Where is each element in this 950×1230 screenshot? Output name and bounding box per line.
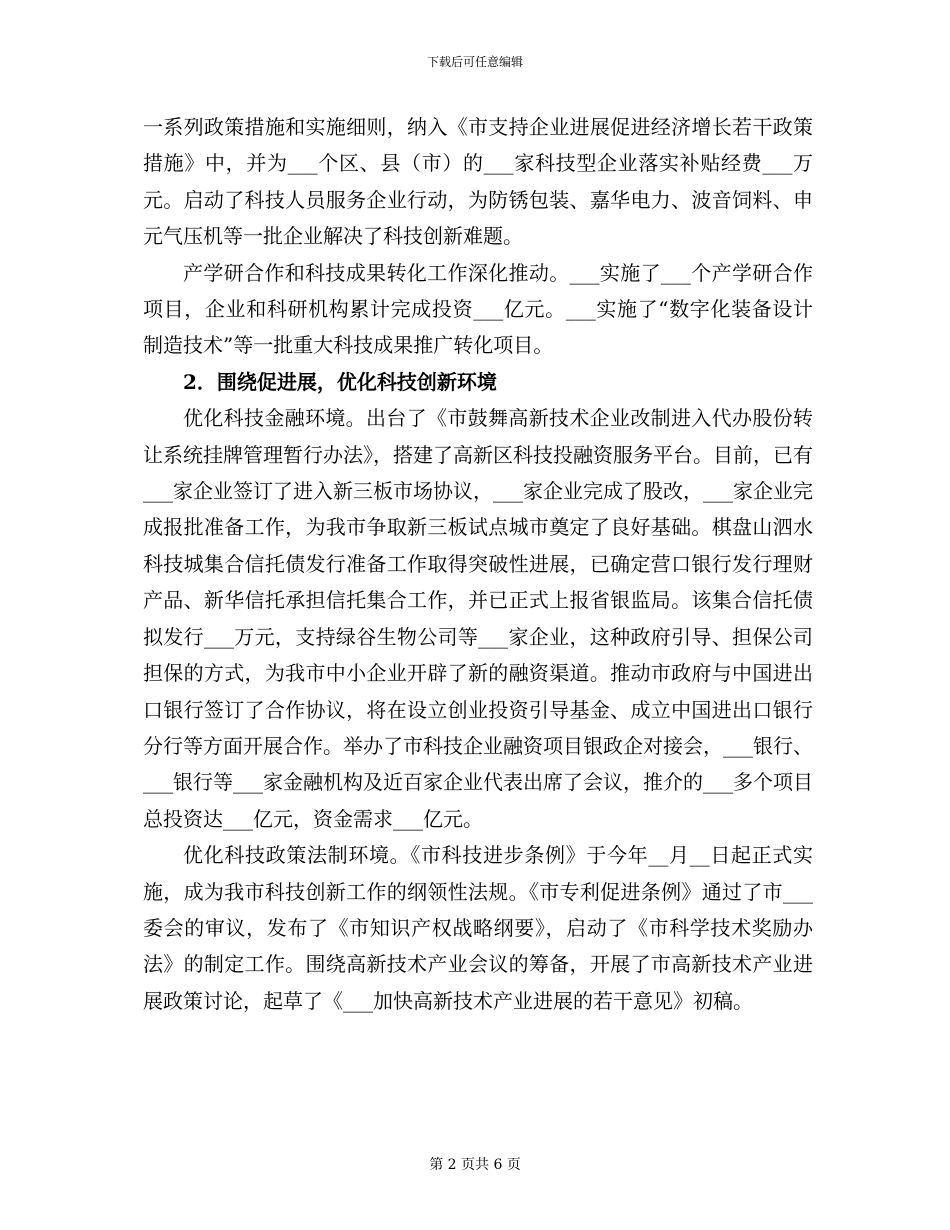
page-footer: 第 2 页共 6 页 — [429, 1157, 521, 1173]
page-header: 下载后可任意编辑 — [426, 55, 523, 69]
document-body — [143, 109, 813, 1019]
paragraph-policy-measures: 一系列政策措施和实施细则，纳入《市支持企业进展促进经济增长若干政策措施》中，并为___个区、县（市）的___家科技型企业落实补贴经费___万元。启动了科技人员服务企业行动，为防锈包装、嘉华电力、波音饲料、申元气压机等一批企业解决了科技创新难题。 — [143, 115, 813, 249]
paragraph-industry-research-cooperation: 产学研合作和科技成果转化工作深化推动。___实施了___个产学研合作项目，企业和科研机构累计完成投资___亿元。___实施了“数字化装备设计制造技术”等一批重大科技成果推广转化项目。 — [143, 260, 813, 358]
paragraph-tech-finance-environment: 优化科技金融环境。出台了《市鼓舞高新技术企业改制进入代办股份转让系统挂牌管理暂行办法》，搭建了高新区科技投融资服务平台。目前，已有___家企业签订了进入新三板市场协议，___家企业完成了股改，___家企业完成报批准备工作，为我市争取新三板试点城市奠定了良好基础。棋盘山泗水科技城集合信托债发行准备工作取得突破性进展，已确定营口银行发行理财产品、新华信托承担信托集合工作，并已正式上报省银监局。该集合信托债拟发行___万元，支持绿谷生物公司等___家企业，这种政府引导、担保公司担保的方式，为我市中小企业开辟了新的融资渠道。推动市政府与中国进出口银行签订了合作协议，将在设立创业投资引导基金、成立中国进出口银行分行等方面开展合作。举办了市科技企业融资项目银政企对接会，___银行、___银行等___家金融机构及近百家企业代表出席了会议，推介的___多个项目总投资达___亿元，资金需求___亿元。 — [143, 406, 813, 831]
paragraph-tech-policy-legal-environment: 优化科技政策法制环境。《市科技进步条例》于今年__月__日起正式实施，成为我市科技创新工作的纲领性法规。《市专利促进条例》通过了市___委会的审议，发布了《市知识产权战略纲要》，启动了《市科学技术奖励办法》的制定工作。围绕高新技术产业会议的筹备，开展了市高新技术产业进展政策讨论，起草了《___加快高新技术产业进展的若干意见》初稿。 — [143, 843, 813, 1013]
section-heading: 2．围绕促进展，优化科技创新环境 — [183, 369, 497, 394]
